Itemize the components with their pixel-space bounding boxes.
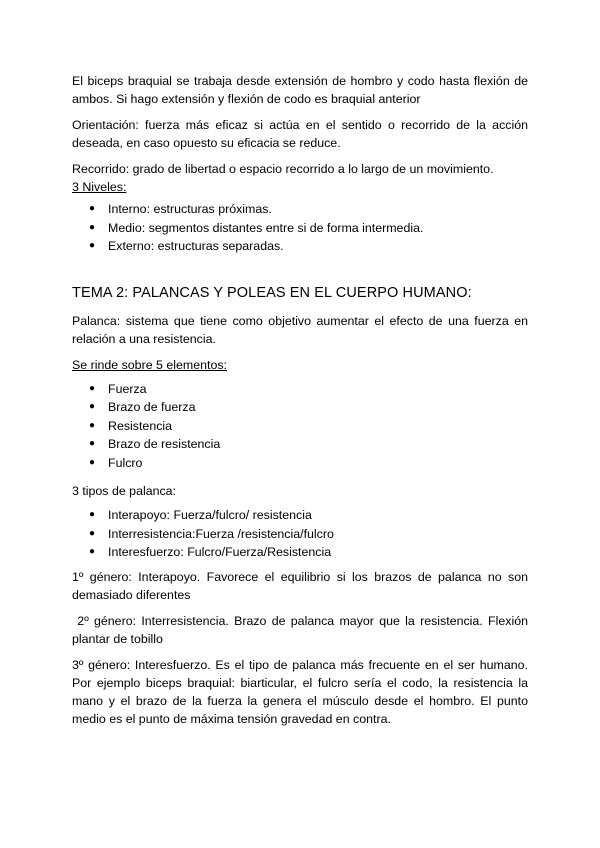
list-item: ● Medio: segmentos distantes entre si de forma intermedia. <box>89 220 424 235</box>
bullet-icon: ● <box>89 382 96 394</box>
list-item: ● Fuerza <box>89 381 147 396</box>
list-item: ● Interno: estructuras próximas. <box>89 202 272 216</box>
bullet-icon: ● <box>89 419 96 431</box>
tipos-heading: 3 tipos de palanca: <box>72 484 177 498</box>
paragraph-genero-2: 2º género: Interresistencia. Brazo de palanca mayor que la resistencia. Flexión plantar de tobillo <box>72 613 532 646</box>
paragraph-biceps: El biceps braquial se trabaja desde extensión de hombro y codo hasta flexión de ambos. Si hago extensión y flexión de codo es braquial anterior <box>72 74 528 106</box>
niveles-heading: 3 Niveles: <box>72 180 127 194</box>
bullet-icon: ● <box>89 438 96 449</box>
list-item: ● Interapoyo: Fuerza/fulcro/ resistencia <box>89 508 312 522</box>
bullet-icon: ● <box>89 401 96 412</box>
list-item: ● Brazo de resistencia <box>89 437 221 451</box>
bullet-icon: ● <box>89 203 96 214</box>
paragraph-genero-1: 1º género: Interapoyo. Favorece el equilibrio si los brazos de palanca no son demasiado diferentes <box>72 569 528 602</box>
list-item: ● Interesfuerzo: Fulcro/Fuerza/Resistencia <box>89 545 332 559</box>
niveles-list <box>72 200 528 256</box>
bullet-icon: ● <box>89 221 96 233</box>
bullet-icon: ● <box>89 527 96 539</box>
elementos-heading: Se rinde sobre 5 elementos: <box>72 357 227 372</box>
list-item: ● Brazo de fuerza <box>89 400 196 414</box>
paragraph-genero-3: 3º género: Interesfuerzo. Es el tipo de palanca más frecuente en el ser humano. Por ejemplo biceps braquial: biarticular, el fulcro sería el codo, la resistencia la mano y el brazo de la fuerza la genera el músculo desde el hombro. El punto medio es el punto de máxima tensión gravedad en contra. <box>72 657 528 726</box>
list-item: ● Interresistencia:Fuerza /resistencia/fulcro <box>89 526 334 541</box>
paragraph-recorrido: Recorrido: grado de libertad o espacio recorrido a lo largo de un movimiento. <box>72 162 494 176</box>
section-title: TEMA 2: PALANCAS Y POLEAS EN EL CUERPO HUMANO: <box>72 284 472 301</box>
bullet-icon: ● <box>89 546 96 557</box>
bullet-icon: ● <box>89 240 96 251</box>
list-item: ● Externo: estructuras separadas. <box>89 239 284 253</box>
paragraph-orientacion: Orientación: fuerza más eficaz si actúa en el sentido o recorrido de la acción deseada, en caso opuesto su eficacia se reduce. <box>72 118 528 150</box>
bullet-icon: ● <box>89 456 96 468</box>
tipos-list <box>72 506 528 562</box>
elementos-list <box>72 380 528 473</box>
bullet-icon: ● <box>89 509 96 520</box>
document-page <box>72 72 532 728</box>
list-item: ● Fulcro <box>89 455 143 470</box>
paragraph-palanca: Palanca: sistema que tiene como objetivo aumentar el efecto de una fuerza en relación a una resistencia. <box>72 313 528 346</box>
list-item: ● Resistencia <box>89 418 173 433</box>
